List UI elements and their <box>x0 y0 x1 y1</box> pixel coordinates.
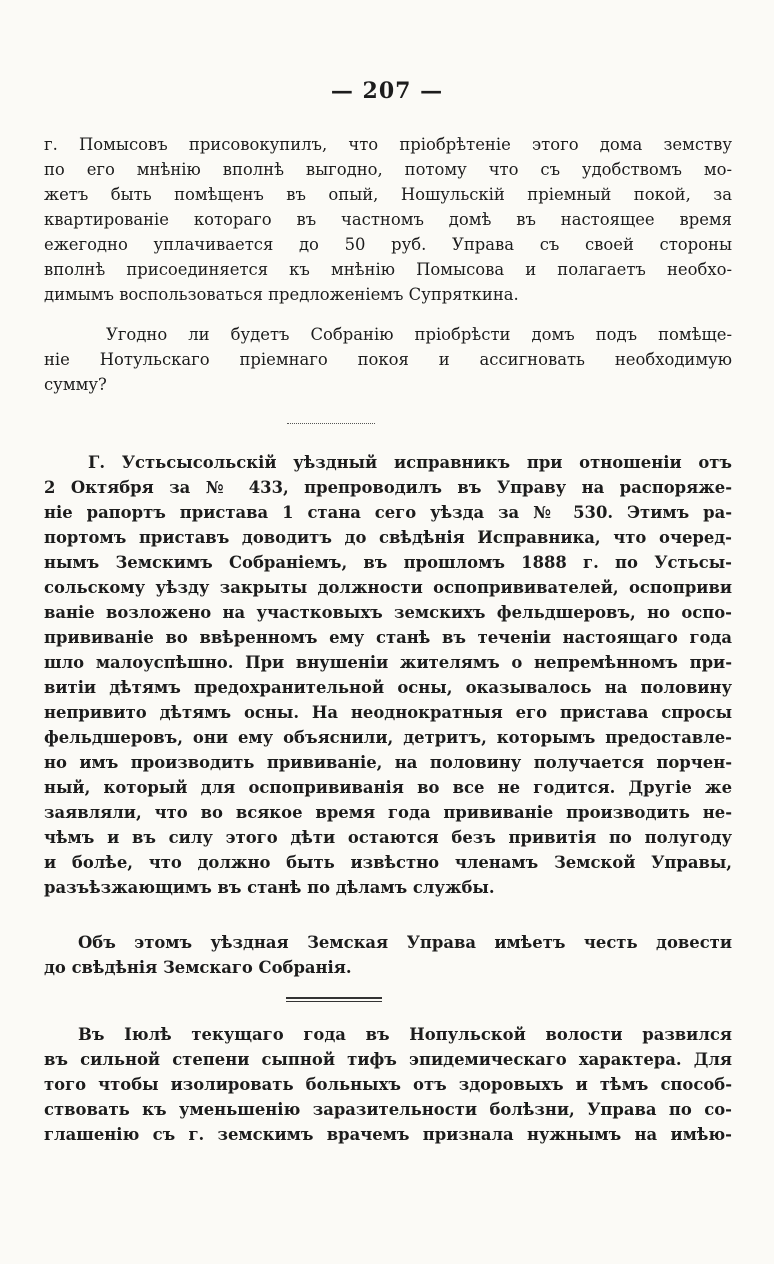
text-line: ваніе возложено на участковыхъ земскихъ фельдшеровъ, но оспо- <box>44 603 732 622</box>
text-line: жетъ быть помѣщенъ въ опый, Ношульскій пріемный покой, за <box>44 185 732 204</box>
text-line: по его мнѣнію вполнѣ выгодно, потому что съ удобствомъ мо- <box>44 160 732 179</box>
paragraph-5 <box>44 1022 732 1147</box>
text-line: портомъ приставъ доводитъ до свѣдѣнія Исправника, что очеред- <box>44 528 732 547</box>
text-line: ніе Нотульскаго пріемнаго покоя и ассигновать необходимую <box>44 350 732 369</box>
text-line: того чтобы изолировать больныхъ отъ здоровыхъ и тѣмъ способ- <box>44 1075 732 1094</box>
section-rule <box>286 997 382 1002</box>
text-line: шло малоуспѣшно. При внушеніи жителямъ о непремѣнномъ при- <box>44 653 732 672</box>
text-line: заявляли, что во всякое время года прививаніе производить не- <box>44 803 732 822</box>
paragraph-1 <box>44 132 732 307</box>
text-line: фельдшеровъ, они ему объяснили, детритъ, которымъ предоставле- <box>44 728 732 747</box>
paragraph-3 <box>44 450 732 900</box>
text-line: сольскому уѣзду закрыты должности оспопрививателей, оспоприви <box>44 578 732 597</box>
text-line: и болѣе, что должно быть извѣстно членамъ Земской Управы, <box>44 853 732 872</box>
text-line: ежегодно уплачивается до 50 руб. Управа съ своей стороны <box>44 235 732 254</box>
text-line: разъѣзжающимъ въ станѣ по дѣламъ службы. <box>44 878 495 897</box>
text-line: г. Помысовъ присовокупилъ, что пріобрѣтеніе этого дома земству <box>44 135 732 154</box>
text-line: чѣмъ и въ силу этого дѣти остаются безъ привитія по полугоду <box>44 828 732 847</box>
text-line: непривито дѣтямъ осны. На неоднократныя его пристава спросы <box>44 703 732 722</box>
text-line: Угодно ли будетъ Собранію пріобрѣсти домъ подъ помѣще- <box>106 325 732 344</box>
page-number: — 207 — <box>330 78 444 104</box>
text-line: вполнѣ присоединяется къ мнѣнію Помысова и полагаетъ необхо- <box>44 260 732 279</box>
text-line: 2 Октября за № 433, препроводилъ въ Управу на распоряже- <box>44 478 732 497</box>
text-line: Объ этомъ уѣздная Земская Управа имѣетъ честь довести <box>78 933 732 952</box>
dotted-separator <box>287 423 375 424</box>
text-line: Въ Іюлѣ текущаго года въ Нопульской волости развился <box>78 1025 732 1044</box>
paragraph-4 <box>44 930 732 980</box>
text-line: ніе рапортъ пристава 1 стана сего уѣзда за № 530. Этимъ ра- <box>44 503 732 522</box>
text-line: витіи дѣтямъ предохранительной осны, оказывалось на половину <box>44 678 732 697</box>
text-line: сумму? <box>44 375 107 394</box>
text-line: димымъ воспользоваться предложеніемъ Супряткина. <box>44 285 519 304</box>
text-line: Г. Устьсысольскій уѣздный исправникъ при отношеніи отъ <box>88 453 732 472</box>
text-line: ствовать къ уменьшенію заразительности болѣзни, Управа по со- <box>44 1100 732 1119</box>
text-line: нымъ Земскимъ Собраніемъ, въ прошломъ 1888 г. по Устьсы- <box>44 553 732 572</box>
text-line: но имъ производить прививаніе, на половину получается порчен- <box>44 753 732 772</box>
text-line: въ сильной степени сыпной тифъ эпидемическаго характера. Для <box>44 1050 732 1069</box>
text-line: прививаніе во ввѣренномъ ему станѣ въ теченіи настоящаго года <box>44 628 732 647</box>
text-line: квартированіе котораго въ частномъ домѣ въ настоящее время <box>44 210 732 229</box>
text-line: глашенію съ г. земскимъ врачемъ признала нужнымъ на имѣю- <box>44 1125 732 1144</box>
text-line: ный, который для оспопрививанія во все не годится. Другіе же <box>44 778 732 797</box>
text-line: до свѣдѣнія Земскаго Собранія. <box>44 958 352 977</box>
paragraph-2 <box>44 322 732 397</box>
